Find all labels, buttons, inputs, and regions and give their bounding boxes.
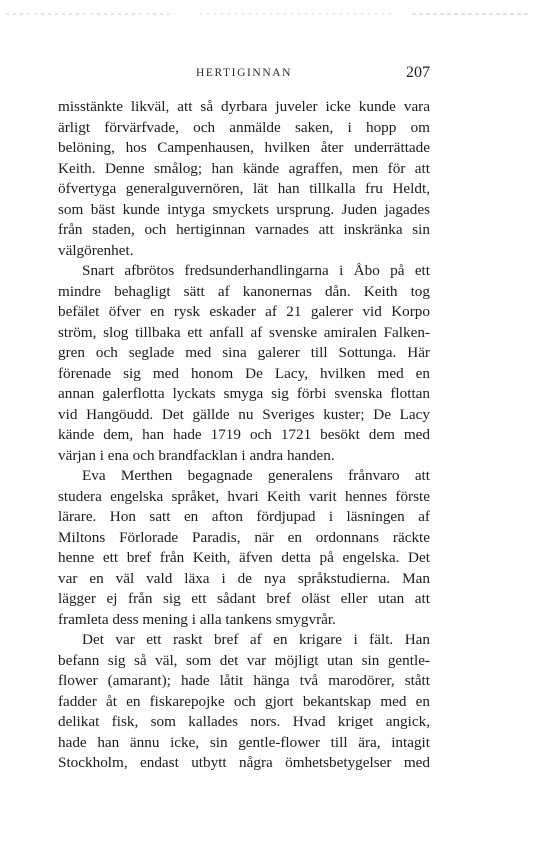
text-line: Eva Merthen begagnade generalens frånvaro att: [82, 467, 430, 484]
text-line: annan galerflotta lyckats smyga sig förbi svenska flottan: [58, 385, 430, 402]
text-line: var en väl vald läxa i de nya språkstudierna. Man: [58, 569, 430, 587]
page-header: [58, 64, 430, 86]
text-line: Det var ett raskt bref af en krigare i fält. Han: [82, 631, 430, 648]
text-line: misstänkte likväl, att så dyrbara juveler icke kunde vara: [58, 98, 430, 115]
text-line: fadder åt en fiskarepojke och gjort bekantskap med en: [58, 692, 430, 710]
text-line: gren och seglade med sina galerer till Sottunga. Här: [58, 344, 430, 361]
text-line: lägger ej från sig ett sådant bref oläst eller utan att: [58, 590, 430, 607]
text-line: delikat fisk, som kallades nors. Hvad kriget angick,: [58, 713, 430, 730]
text-line: befälet öfver en rysk eskader af 21 galerer vid Korpo: [58, 303, 430, 320]
text-line: öfvertyga generalguvernören, lät han tillkalla fru Heldt,: [58, 180, 430, 197]
text-line: från staden, och hertiginnan varnades att inskränka sin: [58, 221, 430, 238]
body-text: [58, 97, 430, 774]
text-line: välgörenhet.: [58, 241, 134, 259]
text-line: flower (amarant); hade låtit hänga två marodörer, stått: [58, 672, 430, 689]
text-line: framleta dess mening i alla tankens smygvrår.: [58, 610, 336, 628]
running-title: HERTIGINNAN: [195, 67, 293, 79]
text-line: belöning, hos Campenhausen, hvilken åter underrättade: [58, 139, 430, 156]
text-line: Snart afbrötos fredsunderhandlingarna i Åbo på ett: [82, 262, 430, 279]
scan-edge-rule: [0, 13, 544, 15]
text-line: kände dem, han hade 1719 och 1721 besökt dem med: [58, 426, 430, 443]
text-line: Miltons Förlorade Paradis, när en ordonnans räckte: [58, 528, 430, 546]
text-line: ström, slog tillbaka ett anfall af svenske amiralen Falken-: [58, 323, 430, 341]
text-line: förenade sig med honom De Lacy, hvilken med en: [58, 364, 430, 382]
text-line: hade han ännu icke, sin gentle-flower till ära, intagit: [58, 733, 430, 751]
text-line: värjan i ena och brandfacklan i andra handen.: [58, 446, 335, 464]
text-line: Stockholm, endast utbytt några ömhetsbetygelser med: [58, 754, 430, 771]
text-line: mindre behagligt sätt af kanonernas dån. Keith tog: [58, 282, 430, 300]
text-line: studera engelska språket, hvari Keith varit hennes förste: [58, 487, 430, 505]
text-line: henne ett bref från Keith, äfven detta på engelska. Det: [58, 549, 430, 566]
text-line: Keith. Denne smålog; han kände agraffen, men för att: [58, 159, 430, 177]
text-line: lärare. Hon satt en afton fördjupad i läsningen af: [58, 508, 430, 525]
text-line: ärligt förvärfvade, och anmälde saken, i hopp om: [58, 118, 430, 136]
text-line: befann sig så väl, som det var möjligt utan sin gentle-: [58, 651, 430, 669]
text-line: vid Hangöudd. Det gällde nu Sveriges kuster; De Lacy: [58, 405, 430, 423]
page-number: 207: [406, 64, 430, 81]
text-line: som bäst kunde intyga smyckets ursprung. Juden jagades: [58, 200, 430, 218]
